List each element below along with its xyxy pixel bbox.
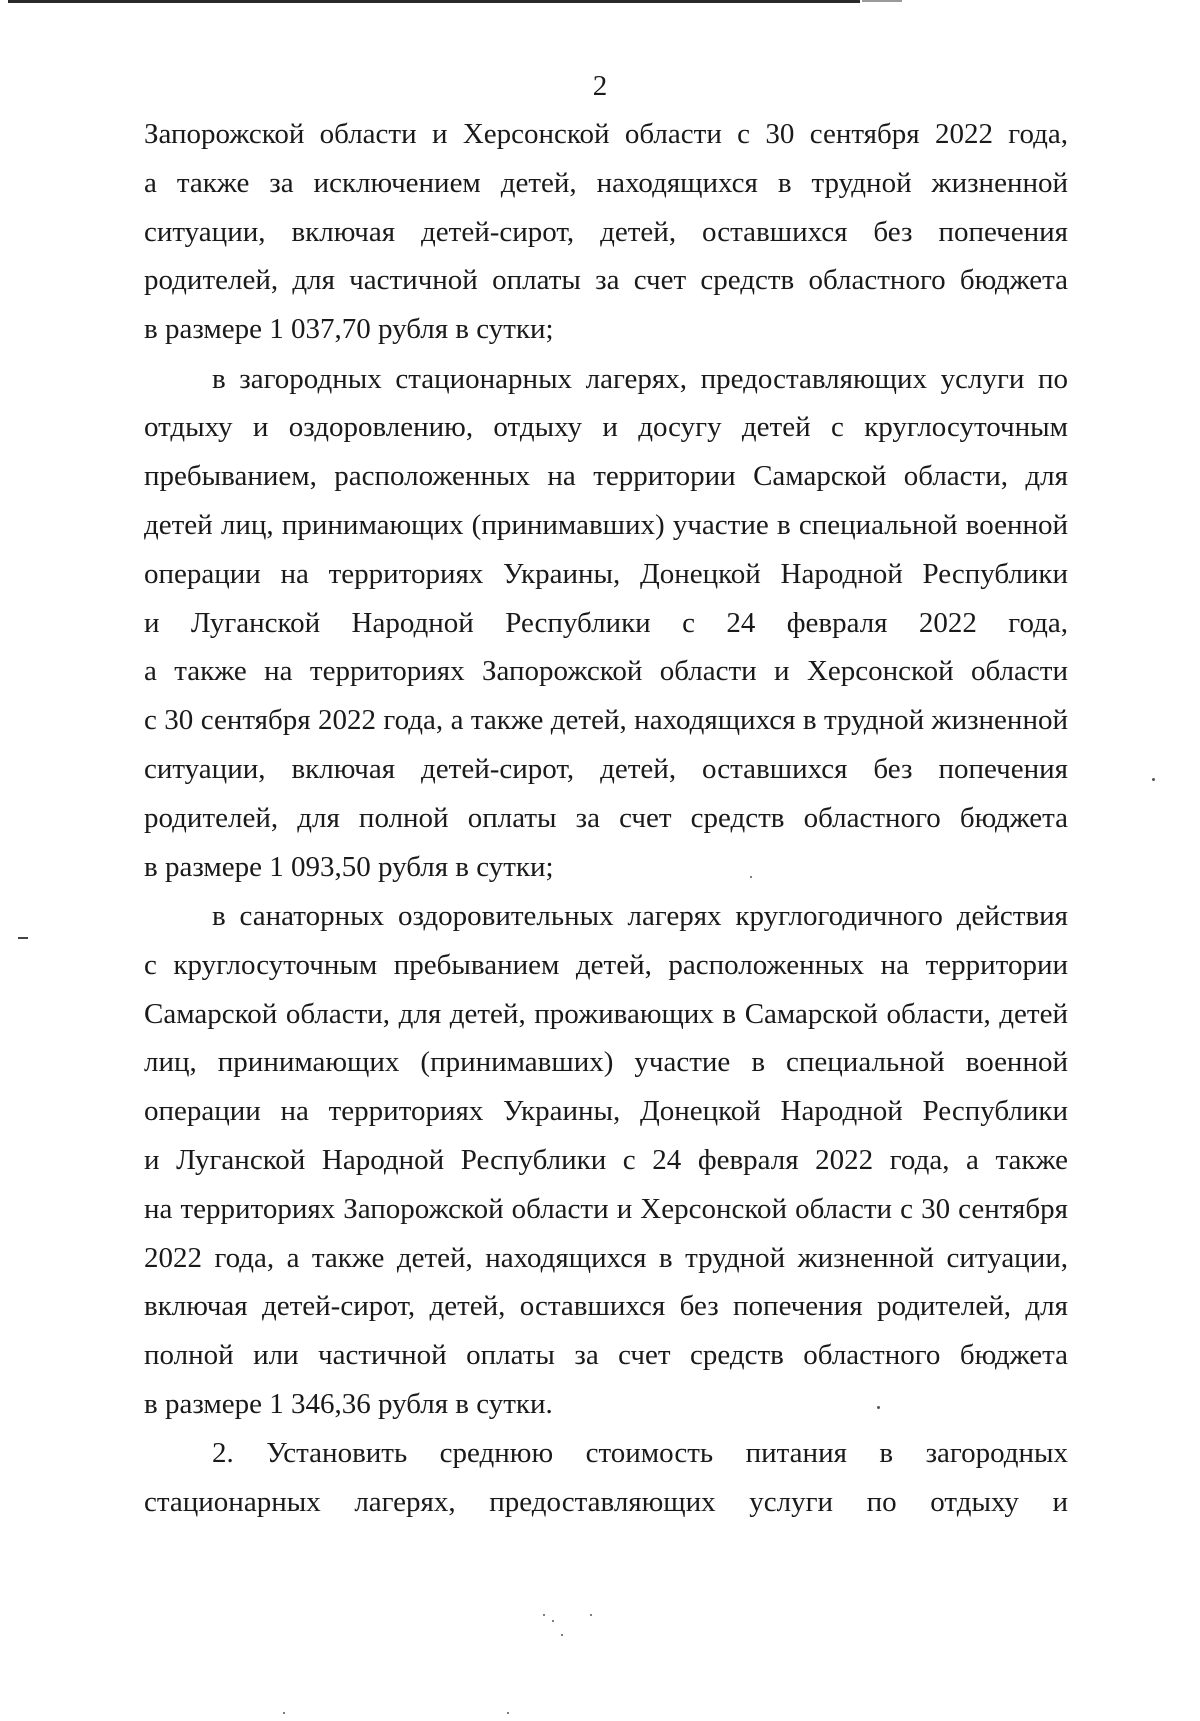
text-line: родителей, для полной оплаты за счет средств областного бюджета	[144, 801, 1068, 834]
scan-edge-line-faint	[862, 0, 902, 2]
text-line: в санаторных оздоровительных лагерях круглогодичного действия	[212, 899, 1068, 932]
text-line: ситуации, включая детей-сирот, детей, оставшихся без попечения	[144, 752, 1068, 785]
text-line: полной или частичной оплаты за счет средств областного бюджета	[144, 1339, 1068, 1372]
text-line: ситуации, включая детей-сирот, детей, оставшихся без попечения	[144, 215, 1068, 248]
text-line: стационарных лагерях, предоставляющих услуги по отдыху и	[144, 1486, 1068, 1519]
text-line: включая детей-сирот, детей, оставшихся без попечения родителей, для	[144, 1290, 1068, 1323]
text-line: операции на территориях Украины, Донецкой Народной Республики	[144, 557, 1068, 590]
text-line: детей лиц, принимающих (принимавших) участие в специальной военной	[144, 508, 1068, 541]
text-line: лиц, принимающих (принимавших) участие в специальной военной	[144, 1046, 1068, 1079]
text-line: в загородных стационарных лагерях, предоставляющих услуги по	[212, 362, 1068, 395]
text-line: 2. Установить среднюю стоимость питания в загородных	[212, 1437, 1068, 1470]
text-line: в размере 1 093,50 рубля в сутки;	[144, 850, 554, 883]
paragraph	[144, 892, 1068, 1429]
scan-edge-line	[8, 0, 860, 3]
scan-speck	[543, 1614, 545, 1616]
scan-speck	[283, 1712, 285, 1714]
scan-speck	[561, 1634, 563, 1636]
scan-speck	[750, 876, 752, 878]
text-line: с 30 сентября 2022 года, а также детей, находящихся в трудной жизненной	[144, 704, 1068, 737]
text-line: Самарской области, для детей, проживающих в Самарской области, детей	[144, 997, 1068, 1030]
text-line: операции на территориях Украины, Донецкой Народной Республики	[144, 1095, 1068, 1128]
paragraph	[144, 1429, 1068, 1527]
text-line: отдыху и оздоровлению, отдыху и досугу детей с круглосуточным	[144, 411, 1068, 444]
paragraph	[144, 110, 1068, 354]
document-body	[144, 110, 1068, 1527]
scan-speck	[590, 1614, 592, 1616]
text-line: 2022 года, а также детей, находящихся в трудной жизненной ситуации,	[144, 1241, 1068, 1274]
text-line: пребыванием, расположенных на территории Самарской области, для	[144, 460, 1068, 493]
text-line: в размере 1 037,70 рубля в сутки;	[144, 313, 554, 346]
scan-speck	[877, 1406, 880, 1409]
text-line: родителей, для частичной оплаты за счет средств областного бюджета	[144, 264, 1068, 297]
text-line: а также за исключением детей, находящихся в трудной жизненной	[144, 166, 1068, 199]
text-line: а также на территориях Запорожской области и Херсонской области	[144, 655, 1068, 688]
text-line: с круглосуточным пребыванием детей, расположенных на территории	[144, 948, 1068, 981]
scan-speck	[552, 1620, 554, 1622]
text-line: и Луганской Народной Республики с 24 февраля 2022 года,	[144, 606, 1068, 639]
text-line: на территориях Запорожской области и Херсонской области с 30 сентября	[144, 1192, 1068, 1225]
text-line: и Луганской Народной Республики с 24 февраля 2022 года, а также	[144, 1143, 1068, 1176]
scan-mark	[18, 937, 28, 939]
scan-speck	[1152, 778, 1155, 781]
page-number: 2	[592, 70, 608, 102]
scan-speck	[507, 1712, 509, 1714]
text-line: Запорожской области и Херсонской области с 30 сентября 2022 года,	[144, 118, 1068, 150]
text-line: в размере 1 346,36 рубля в сутки.	[144, 1387, 553, 1420]
paragraph	[144, 355, 1068, 892]
